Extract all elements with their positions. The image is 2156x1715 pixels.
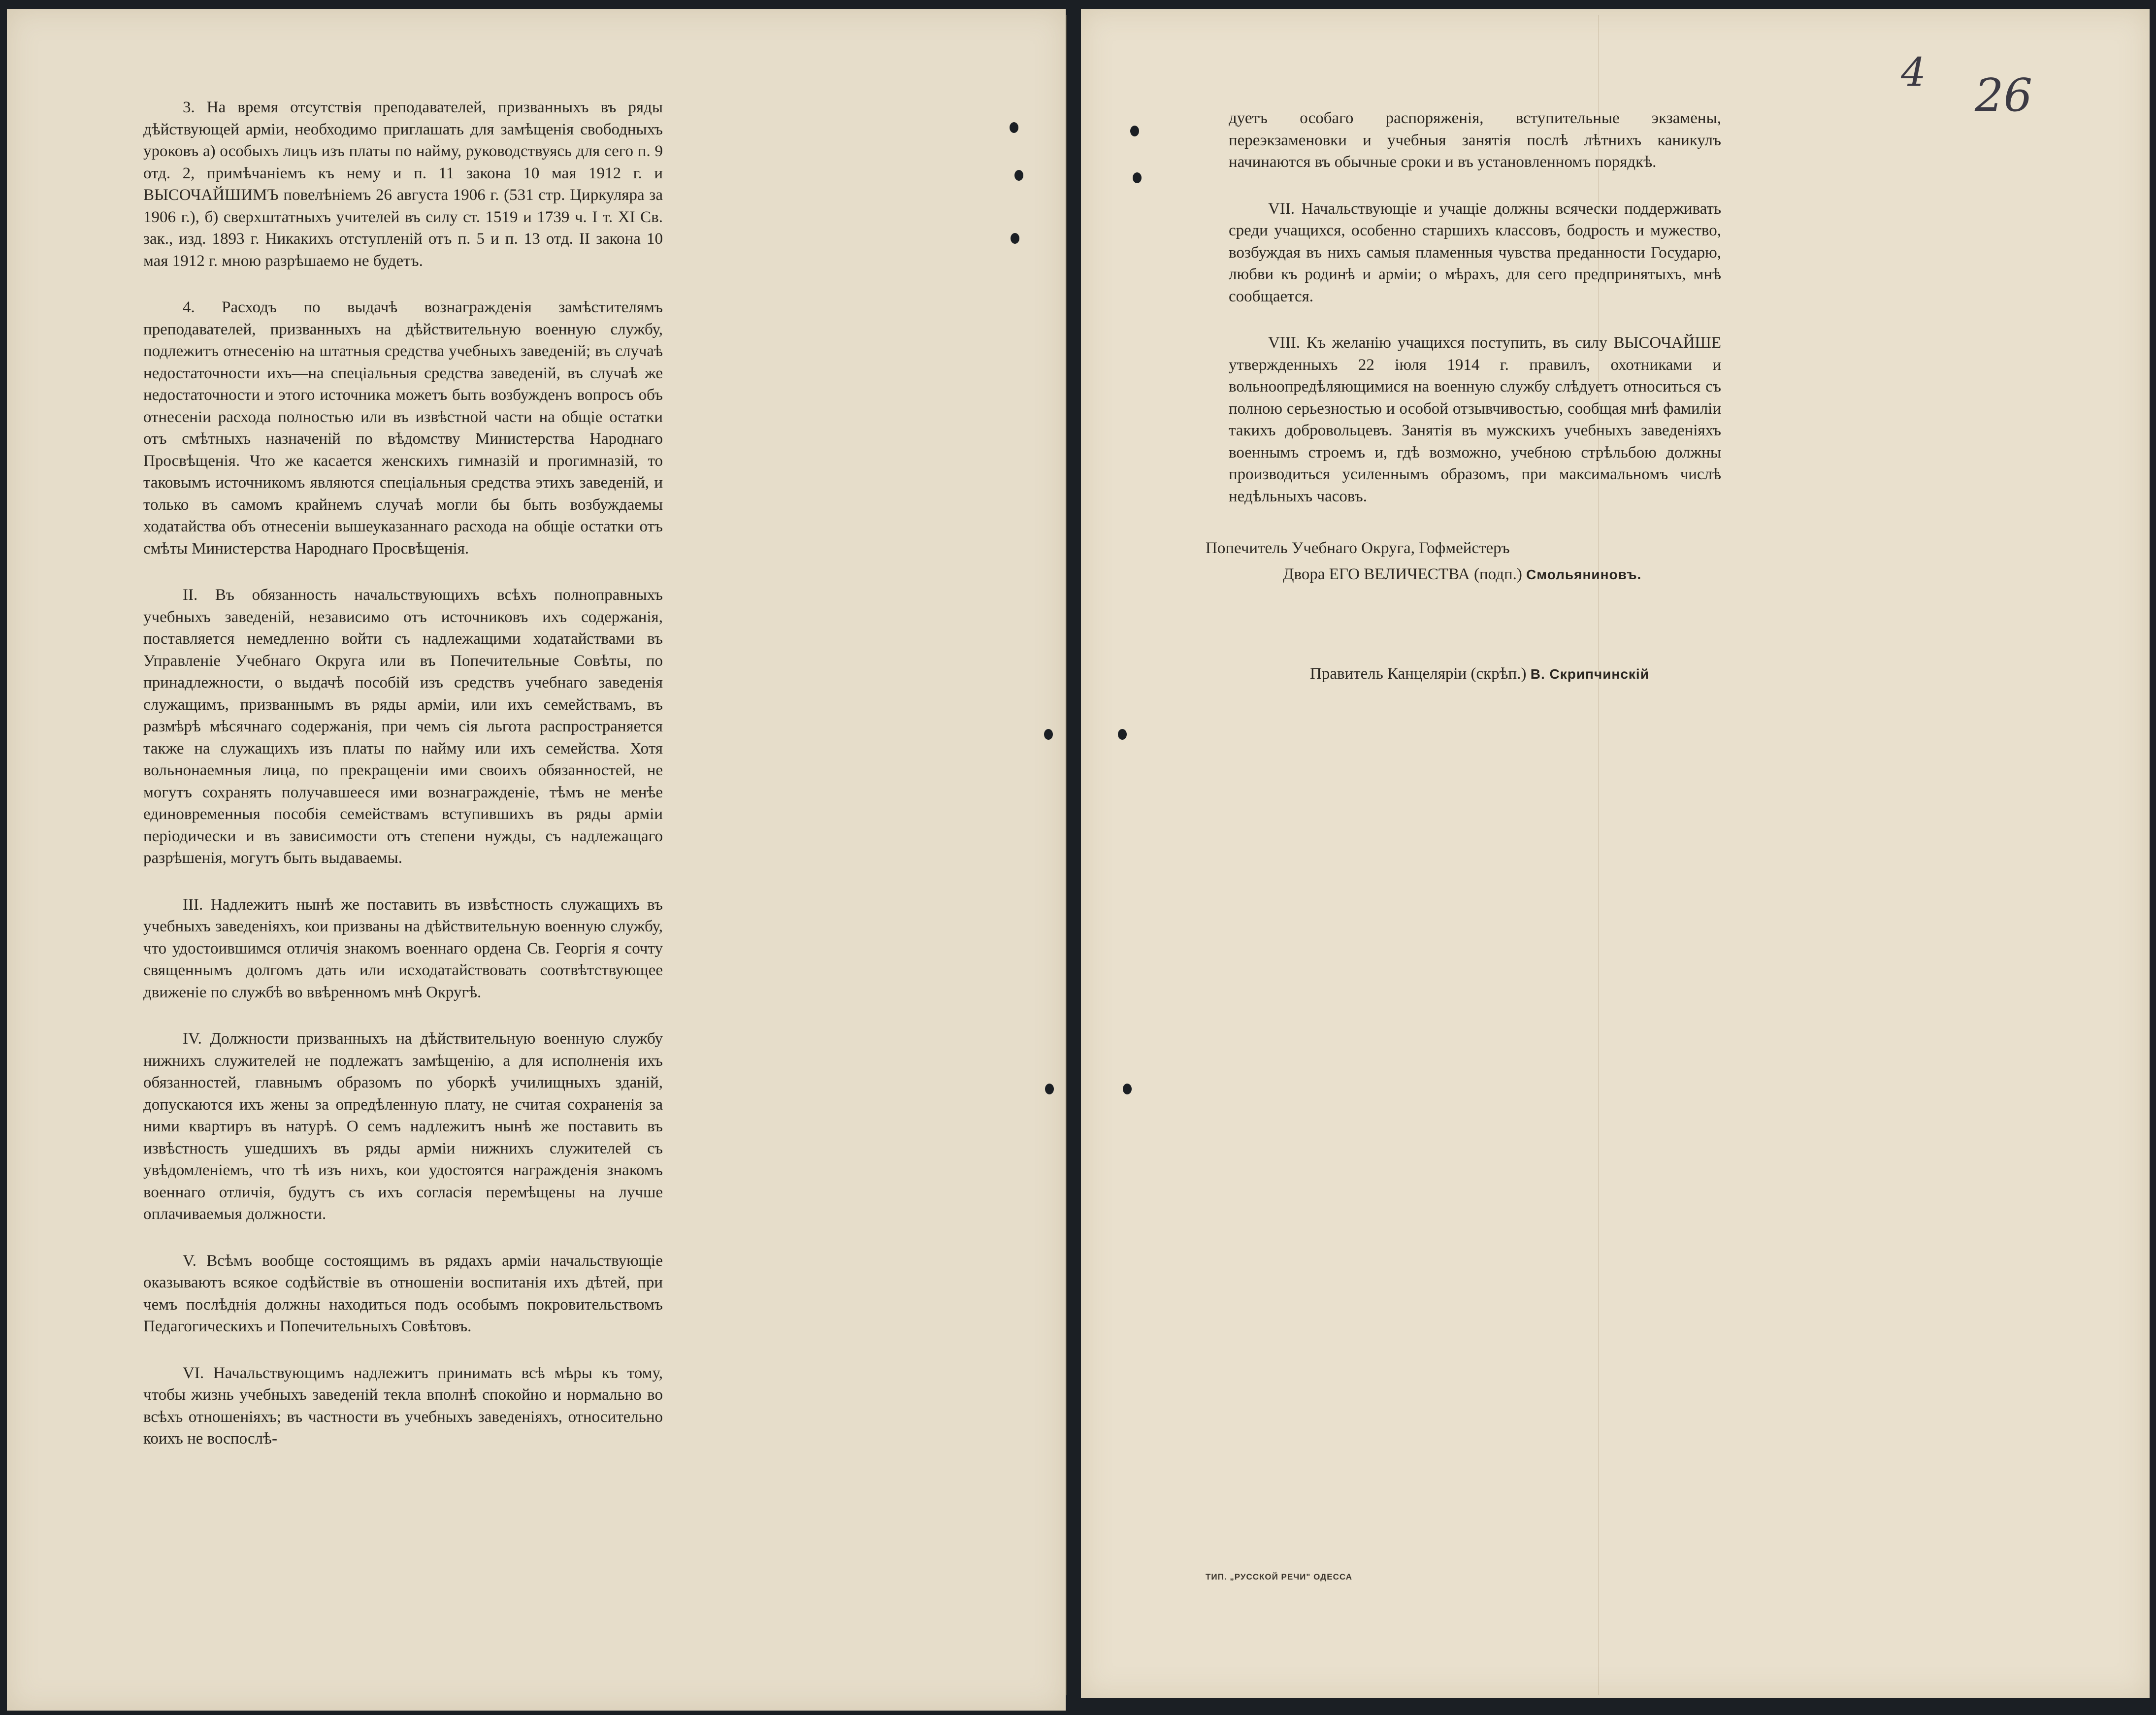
right-page-text <box>1229 107 1721 532</box>
paragraph-V: V. Всѣмъ вообще состоящимъ въ рядахъ арміи начальствующіе оказываютъ всякое содѣйствіе въ отношеніи воспитанія ихъ дѣтей, при чемъ послѣднія должны находиться подъ особымъ покровительствомъ Педагогическихъ и Попечительныхъ Совѣтовъ. <box>143 1252 663 1335</box>
binding-hole <box>1011 233 1019 244</box>
paragraph-VII: VII. Начальствующіе и учащіе должны всячески поддерживать среди учащихся, особенно старшихъ классовъ, бодрость и мужество, возбуждая въ нихъ самыя пламенныя чувства преданности Государю, любви къ родинѣ и арміи; о мѣрахъ, для сего предпринятыхъ, мнѣ сообщается. <box>1229 199 1721 305</box>
folio-mark-first: 4 <box>1901 49 1926 95</box>
paragraph-VIII: VIII. Къ желанію учащихся поступить, въ силу ВЫСОЧАЙШЕ утвержденныхъ 22 іюля 1914 г. правилъ, охотниками и вольноопредѣляющимися на военную службу слѣдуетъ относиться съ полною серьезностью и особой отзывчивостью, сообщая мнѣ фамиліи такихъ добровольцевъ. Занятія въ мужскихъ учебныхъ заведеніяхъ военнымъ строемъ и, гдѣ возможно, учебною стрѣльбою должны производиться усиленнымъ образомъ, при максимальномъ числѣ недѣльныхъ часовъ. <box>1229 334 1721 505</box>
binding-hole <box>1010 122 1018 133</box>
binding-hole <box>1133 172 1142 183</box>
paragraph-IV: IV. Должности призванныхъ на дѣйствительную военную службу нижнихъ служителей не подлежатъ замѣщенію, а для исполненія ихъ обязанностей, главнымъ образомъ по уборкѣ училищныхъ зданій, допускаются ихъ жены за опредѣленную плату, не считая сохраненія за ними квартиръ въ натурѣ. О семъ надлежитъ нынѣ же поставить въ извѣстность ушедшихъ въ ряды арміи нижнихъ служителей съ увѣдомленіемъ, что тѣ изъ нихъ, кои удостоятся награжденія знакомъ военнаго отличія, будутъ съ ихъ согласія перемѣщены на лучше оплачиваемыя должности. <box>143 1030 663 1223</box>
paragraph-II: II. Въ обязанность начальствующихъ всѣхъ полноправныхъ учебныхъ заведеній, независимо отъ источниковъ ихъ содержанія, поставляется немедленно войти съ надлежащими ходатайствами въ Управленіе Учебнаго Округа или въ Попечительные Совѣты, по принадлежности, о выдачѣ пособій изъ средствъ учебнаго заведенія служащимъ, призваннымъ въ ряды арміи, или ихъ семействамъ, въ размѣрѣ мѣсячнаго содержанія, при чемъ сія льгота распространяется также на служащихъ изъ платы по найму или ихъ семейства. Хотя вольнонаемныя лица, по прекращеніи ими своихъ обязанностей, не могутъ сохранять получавшееся ими вознагражденіе, тѣмъ не менѣе единовременныя пособія семействамъ вступившихъ въ ряды арміи періодически и въ зависимости отъ степени нужды, съ надлежащаго разрѣшенія, могутъ быть выдаваемы. <box>143 586 663 867</box>
binding-hole <box>1118 729 1127 740</box>
paragraph-3: 3. На время отсутствія преподавателей, призванныхъ въ ряды дѣйствующей арміи, необходимо приглашать для замѣщенія свободныхъ уроковъ а) особыхъ лицъ изъ платы по найму, руководствуясь для сего п. 9 отд. 2, примѣчаніемъ къ нему и п. 11 закона 10 мая 1912 г. и ВЫСОЧАЙШИМЪ повелѣніемъ 26 августа 1906 г. (531 стр. Циркуляра за 1906 г.), б) сверхштатныхъ учителей въ силу ст. 1519 и 1739 ч. I т. XI Св. зак., изд. 1893 г. Никакихъ отступленій отъ п. 5 и п. 13 отд. II закона 10 мая 1912 г. мною разрѣшаемо не будетъ. <box>143 99 663 270</box>
folio-mark-second: 26 <box>1975 69 2033 122</box>
paragraph-VI: VI. Начальствующимъ надлежитъ принимать всѣ мѣры къ тому, чтобы жизнь учебныхъ заведеній текла вполнѣ спокойно и нормально во всѣхъ отношеніяхъ; въ частности въ учебныхъ заведеніяхъ, относительно коихъ не воспослѣ- <box>143 1364 663 1448</box>
signature-name: Смольяниновъ. <box>1526 567 1642 582</box>
binding-hole <box>1130 126 1139 136</box>
binding-hole <box>1123 1084 1132 1094</box>
paragraph-4: 4. Расходъ по выдачѣ вознагражденія замѣстителямъ преподавателей, призванныхъ на дѣйствительную военную службу, подлежитъ отнесенію на штатныя средства учебныхъ заведеній; въ случаѣ недостаточности ихъ—на спеціальныя средства заведеній, въ случаѣ же недостаточности и этого источника можетъ быть возбужденъ вопросъ объ отнесеніи расхода полностью или въ извѣстной части на общіе остатки отъ смѣтныхъ назначеній по вѣдомству Министерства Народнаго Просвѣщенія. Что же касается женскихъ гимназій и прогимназій, то таковымъ источникомъ являются спеціальныя средства этихъ заведеній, и только въ самомъ крайнемъ случаѣ могли бы быть возбуждаемы ходатайства объ отнесеніи вышеуказаннаго расхода на общіе остатки отъ смѣты Министерства Народнаго Просвѣщенія. <box>143 298 663 558</box>
chancellery-name: В. Скрипчинскій <box>1530 666 1649 682</box>
left-page-text <box>143 97 663 1475</box>
binding-fold <box>1066 15 1067 1695</box>
binding-hole <box>1045 1084 1054 1094</box>
binding-hole <box>1014 170 1023 181</box>
signature-prefix: Двора ЕГО ВЕЛИЧЕСТВА (подп.) <box>1283 565 1522 583</box>
signature-line <box>1283 565 1641 584</box>
signature-title: Попечитель Учебнаго Округа, Гофмейстеръ <box>1206 539 1510 557</box>
chancellery-line <box>1310 665 1649 683</box>
chancellery-prefix: Правитель Канцеляріи (скрѣп.) <box>1310 665 1527 683</box>
paragraph-III: III. Надлежитъ нынѣ же поставить въ извѣстность служащихъ въ учебныхъ заведеніяхъ, кои призваны на дѣйствительную военную службу, что удостоившимся отличія знакомъ военнаго ордена Св. Георгія я сочту священнымъ долгомъ дать или исходатайствовать соотвѣтствующее движеніе по службѣ во ввѣренномъ мнѣ Округѣ. <box>143 895 663 1001</box>
paragraph-continuation: дуетъ особаго распоряженія, вступительные экзамены, переэкзаменовки и учебныя занятія послѣ лѣтнихъ каникулъ начинаются въ обычные сроки и въ установленномъ порядкѣ. <box>1229 109 1721 171</box>
printer-imprint: ТИП. „РУССКОЙ РЕЧИ" ОДЕССА <box>1206 1572 1353 1582</box>
binding-hole <box>1044 729 1053 740</box>
